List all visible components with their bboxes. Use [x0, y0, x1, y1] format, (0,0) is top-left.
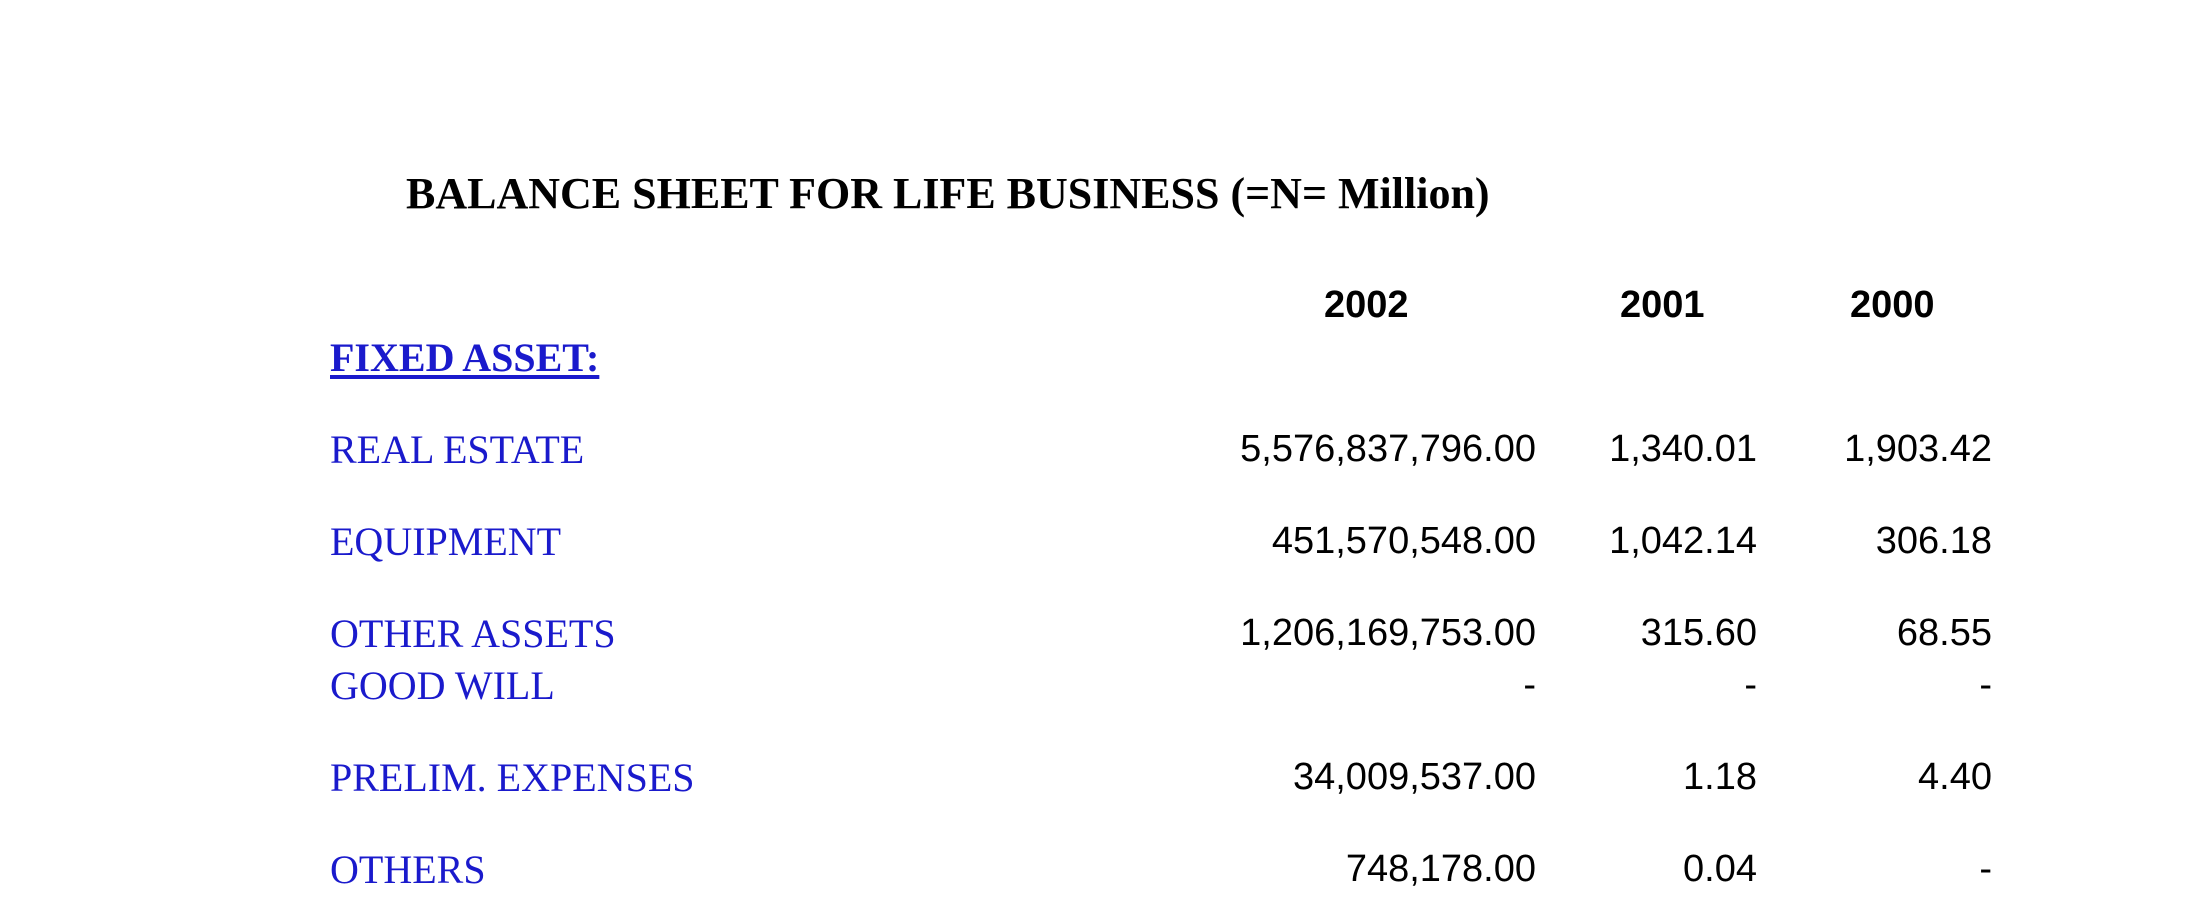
document-title: BALANCE SHEET FOR LIFE BUSINESS (=N= Million) — [406, 169, 1490, 218]
equipment-2000: 306.18 — [1875, 520, 1992, 562]
prelim-expenses-2002: 34,009,537.00 — [1292, 756, 1536, 798]
row-label-good-will: GOOD WILL — [330, 663, 555, 708]
good-will-2002: - — [1523, 664, 1536, 706]
row-label-prelim-expenses: PRELIM. EXPENSES — [330, 755, 695, 800]
prelim-expenses-2000: 4.40 — [1918, 756, 1992, 798]
equipment-2002: 451,570,548.00 — [1271, 520, 1536, 562]
equipment-2001: 1,042.14 — [1609, 520, 1757, 562]
prelim-expenses-2001: 1.18 — [1683, 756, 1757, 798]
row-label-other-assets: OTHER ASSETS — [330, 611, 616, 656]
real-estate-2001: 1,340.01 — [1609, 428, 1757, 470]
other-assets-2002: 1,206,169,753.00 — [1240, 612, 1536, 654]
other-assets-2000: 68.55 — [1896, 612, 1992, 654]
year-header-2000: 2000 — [1850, 284, 1935, 326]
real-estate-2002: 5,576,837,796.00 — [1240, 428, 1536, 470]
others-2002: 748,178.00 — [1345, 848, 1536, 890]
others-2001: 0.04 — [1683, 848, 1757, 890]
row-label-equipment: EQUIPMENT — [330, 519, 562, 564]
good-will-2001: - — [1744, 664, 1757, 706]
other-assets-2001: 315.60 — [1640, 612, 1757, 654]
section-heading-fixed-asset: FIXED ASSET: — [330, 335, 600, 380]
row-label-real-estate: REAL ESTATE — [330, 427, 585, 472]
year-header-2001: 2001 — [1620, 284, 1705, 326]
good-will-2000: - — [1979, 664, 1992, 706]
row-label-others: OTHERS — [330, 847, 486, 892]
real-estate-2000: 1,903.42 — [1844, 428, 1992, 470]
others-2000: - — [1979, 848, 1992, 890]
year-header-2002: 2002 — [1324, 284, 1409, 326]
